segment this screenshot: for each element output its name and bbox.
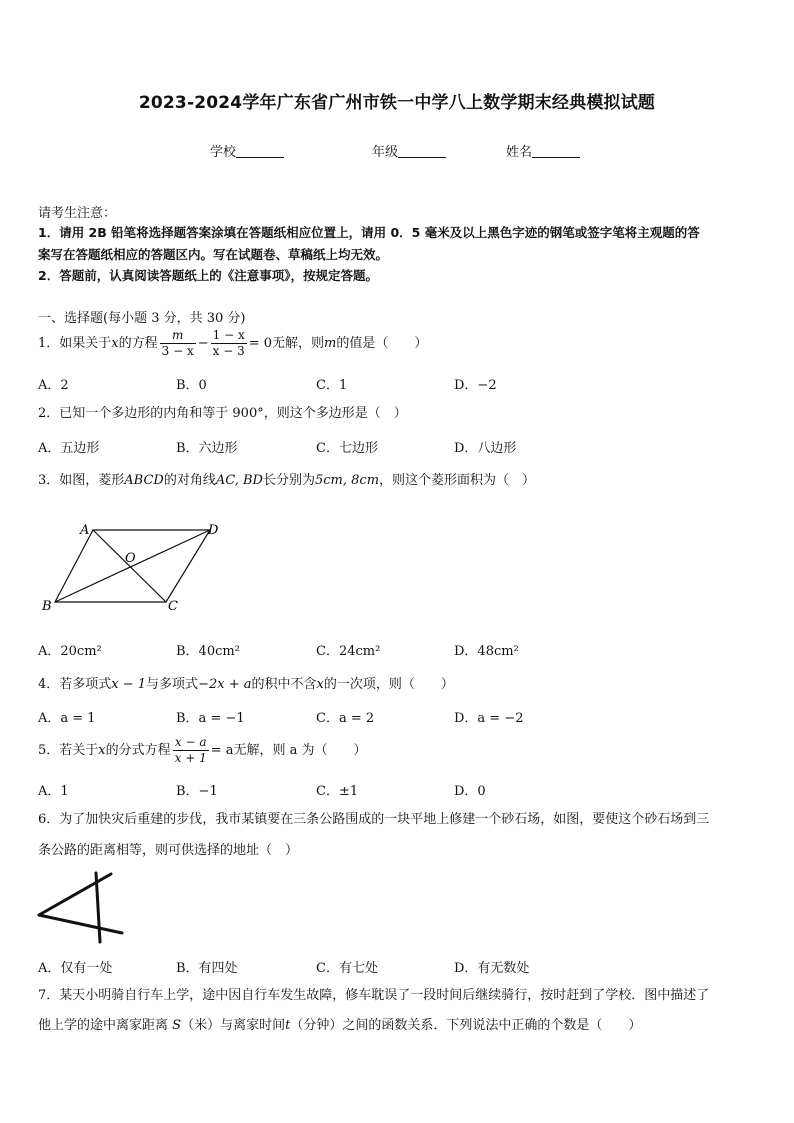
question-7-line1: 7．某天小明骑自行车上学，途中因自行车发生故障，修车耽误了一段时间后继续骑行，按时赶到了学校．图中描述了 <box>38 988 710 1003</box>
q5-option-b[interactable]: B．−1 <box>176 784 218 799</box>
notice-heading: 请考生注意： <box>38 206 117 221</box>
rhombus-figure <box>38 518 238 618</box>
q6-option-d[interactable]: D．有无数处 <box>454 961 530 976</box>
q2-option-c[interactable]: C．七边形 <box>316 441 378 456</box>
school-blank[interactable] <box>236 144 284 158</box>
question-7-line2: 他上学的途中离家距离 S（米）与离家时间t（分钟）之间的函数关系．下列说法中正确的个数是（ ） <box>38 1018 642 1033</box>
notice-line1a: 1．请用 2B 铅笔将选择题答案涂填在答题纸相应位置上，请用 0．5 毫米及以上黑色字迹的钢笔或签字笔将主观题的答 <box>38 225 700 240</box>
question-1: 1．如果关于x的方程 $\frac{m}{3 - x}$ − $\frac{1 - x}{x - 3}$ = 0无解，则m的值是（ ） <box>38 328 428 358</box>
q2-option-b[interactable]: B．六边形 <box>176 441 238 456</box>
q4-option-c[interactable]: C．a = 2 <box>316 711 375 726</box>
fraction-q5: $\frac{x - a}{x + 1}$ <box>174 735 207 765</box>
section-heading: 一、选择题(每小题 3 分，共 30 分) <box>38 311 246 326</box>
q5-option-c[interactable]: C．±1 <box>316 784 359 799</box>
grade-label: 年级 <box>372 145 399 160</box>
question-4: 4．若多项式x − 1与多项式−2x + a的积中不含x的一次项，则（ ） <box>38 677 454 692</box>
q2-option-a[interactable]: A．五边形 <box>38 441 100 456</box>
notice-line1b: 案写在答题纸相应的答题区内。写在试题卷、草稿纸上均无效。 <box>38 247 389 262</box>
label-c: C <box>168 599 178 614</box>
q1-option-b[interactable]: B．0 <box>176 378 207 393</box>
question-3: 3．如图，菱形ABCD的对角线AC, BD长分别为5cm, 8cm，则这个菱形面积为（ ） <box>38 473 536 488</box>
three-roads-figure <box>36 870 126 945</box>
q6-option-c[interactable]: C．有七处 <box>316 961 378 976</box>
grade-blank[interactable] <box>398 144 446 158</box>
q2-option-d[interactable]: D．八边形 <box>454 441 517 456</box>
question-6-line1: 6．为了加快灾后重建的步伐，我市某镇要在三条公路围成的一块平地上修建一个砂石场，如图，要使这个砂石场到三 <box>38 812 710 827</box>
name-label: 姓名 <box>506 145 533 160</box>
q3-option-c[interactable]: C．24cm² <box>316 644 381 659</box>
name-blank[interactable] <box>532 144 580 158</box>
page-title: 2023-2024学年广东省广州市铁一中学八上数学期末经典模拟试题 <box>138 93 656 113</box>
name-field <box>506 141 580 160</box>
question-6-line2: 条公路的距离相等，则可供选择的地址（ ） <box>38 843 299 858</box>
q5-option-a[interactable]: A．1 <box>38 784 69 799</box>
road-1 <box>39 874 111 915</box>
label-a: A <box>80 523 90 538</box>
fraction-1: $\frac{m}{3 - x}$ <box>161 328 194 358</box>
question-5: 5．若关于x的分式方程 $\frac{x - a}{x + 1}$ = a无解，则 a 为（ ） <box>38 735 367 765</box>
school-label: 学校 <box>210 145 237 160</box>
q6-option-b[interactable]: B．有四处 <box>176 961 238 976</box>
q4-option-d[interactable]: D．a = −2 <box>454 711 524 726</box>
diagonal-bd <box>55 530 210 602</box>
grade-field <box>372 141 446 160</box>
q4-option-b[interactable]: B．a = −1 <box>176 711 245 726</box>
school-field <box>210 141 284 160</box>
q3-option-b[interactable]: B．40cm² <box>176 644 240 659</box>
diagonal-ac <box>93 530 166 602</box>
road-3 <box>96 873 100 942</box>
label-o: O <box>125 551 136 566</box>
notice-line2: 2．答题前，认真阅读答题纸上的《注意事项》，按规定答题。 <box>38 268 378 283</box>
road-2 <box>39 915 122 933</box>
label-b: B <box>42 599 52 614</box>
q3-option-a[interactable]: A．20cm² <box>38 644 102 659</box>
q4-option-a[interactable]: A．a = 1 <box>38 711 96 726</box>
q6-option-a[interactable]: A．仅有一处 <box>38 961 113 976</box>
question-2: 2．已知一个多边形的内角和等于 900°，则这个多边形是（ ） <box>38 406 407 421</box>
q1-option-c[interactable]: C．1 <box>316 378 348 393</box>
q5-option-d[interactable]: D．0 <box>454 784 486 799</box>
label-d: D <box>208 523 219 538</box>
q3-option-d[interactable]: D．48cm² <box>454 644 519 659</box>
q1-option-d[interactable]: D．−2 <box>454 378 497 393</box>
q1-option-a[interactable]: A．2 <box>38 378 69 393</box>
fraction-2: $\frac{1 - x}{x - 3}$ <box>212 328 245 358</box>
